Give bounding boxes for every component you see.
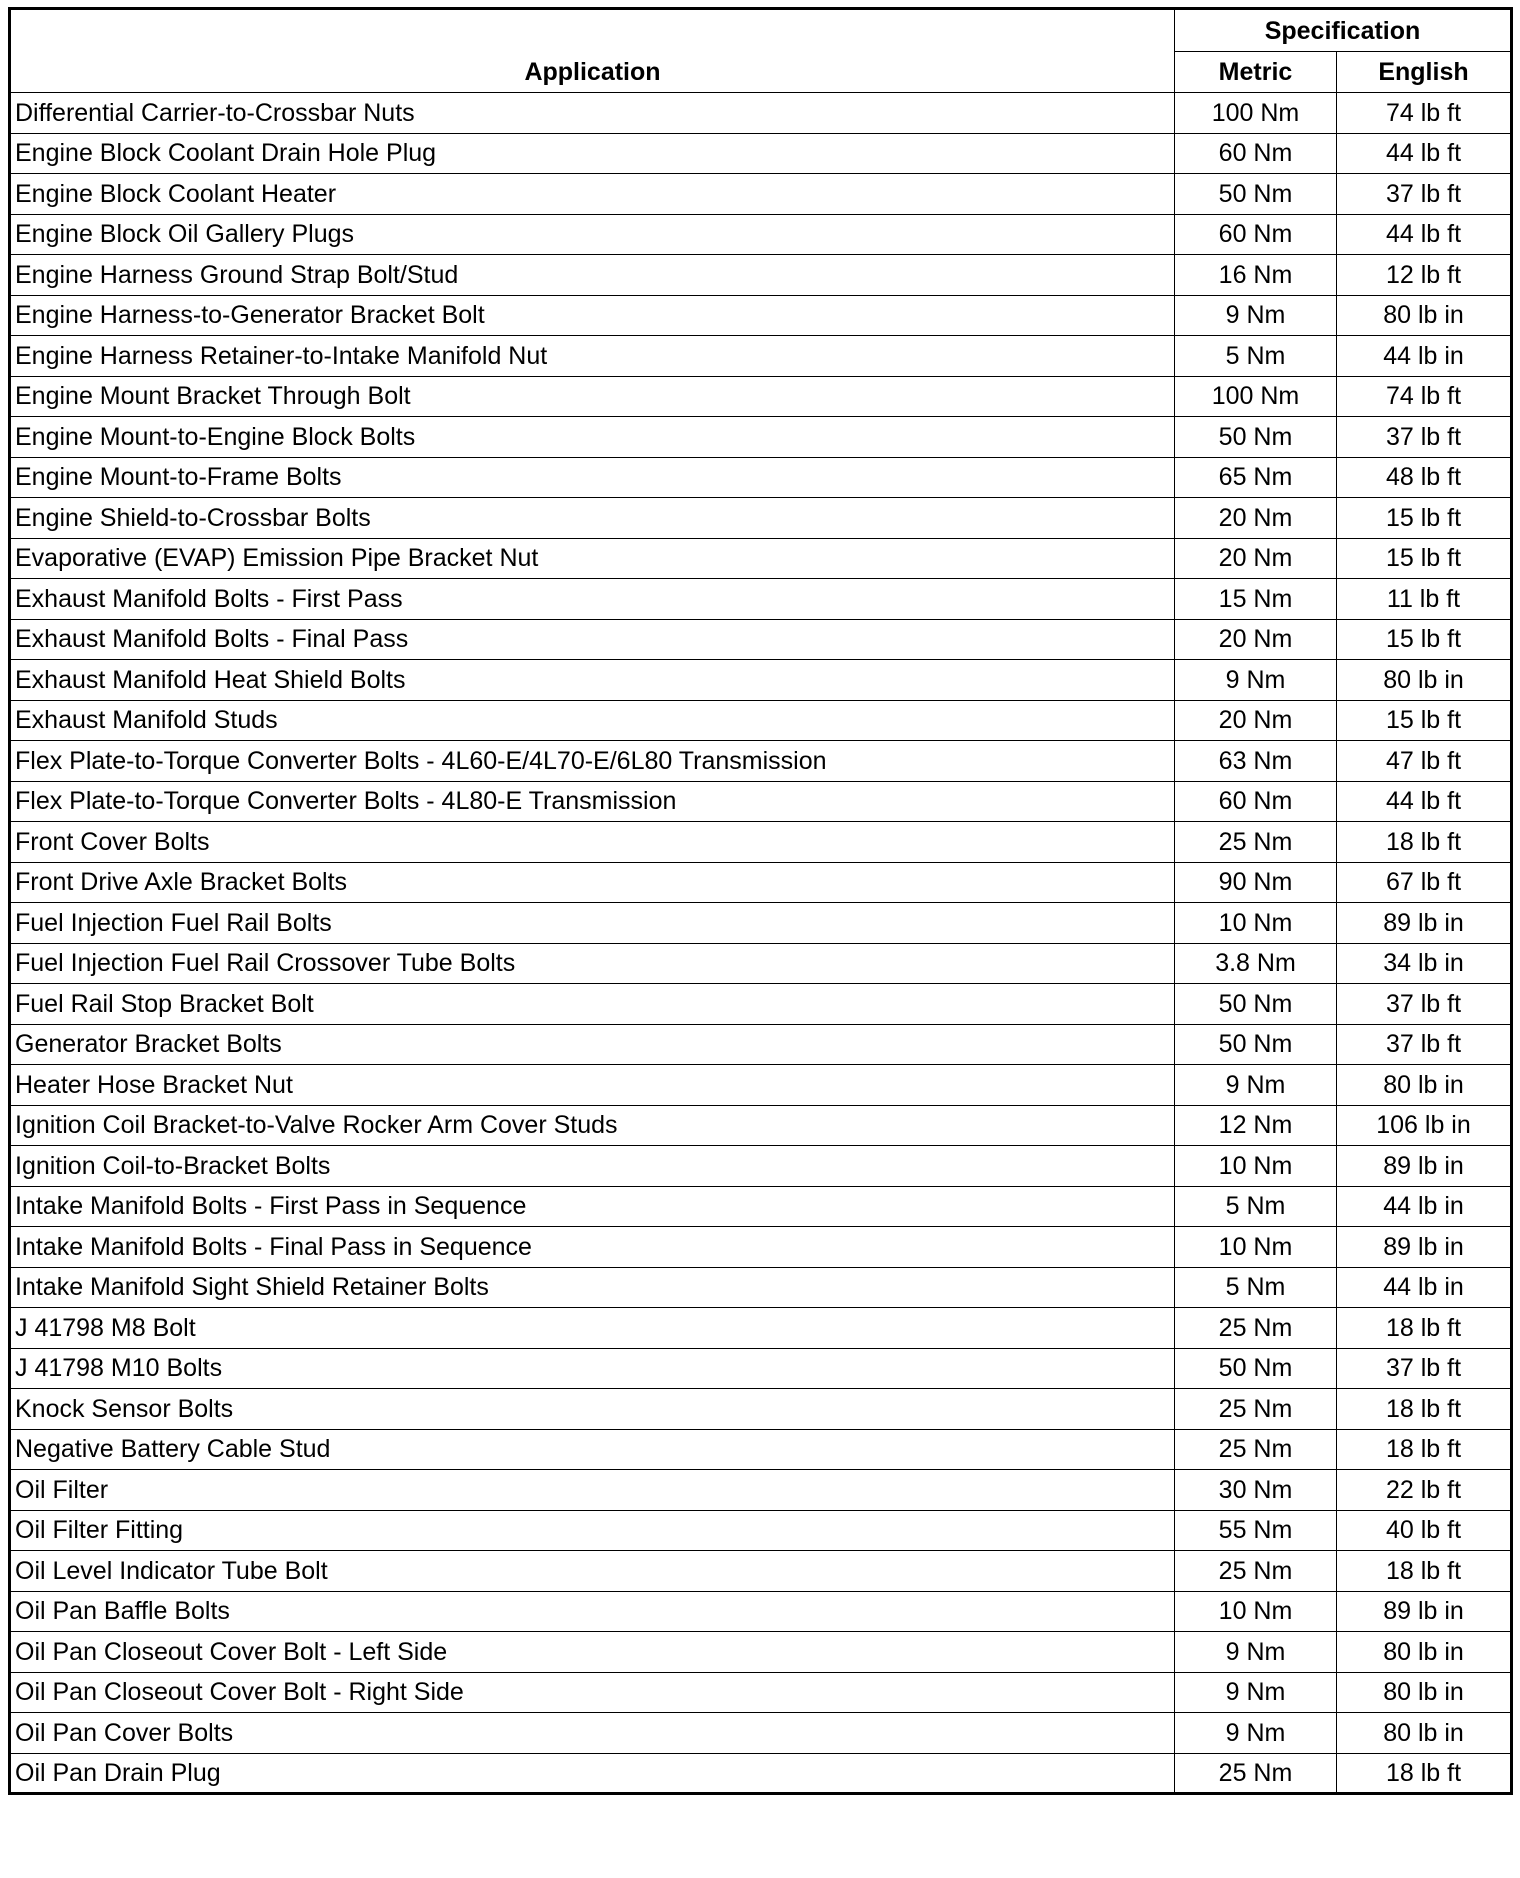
- english-value-cell: 74 lb ft: [1337, 93, 1512, 134]
- application-cell: Evaporative (EVAP) Emission Pipe Bracket Nut: [10, 538, 1175, 579]
- table-row: [10, 903, 1512, 944]
- table-row: [10, 619, 1512, 660]
- table-row: [10, 457, 1512, 498]
- table-row: [10, 93, 1512, 134]
- metric-column-header: Metric: [1175, 52, 1337, 93]
- table-row: [10, 133, 1512, 174]
- metric-value-cell: 50 Nm: [1175, 417, 1337, 458]
- table-row: [10, 1105, 1512, 1146]
- english-value-cell: 89 lb in: [1337, 1146, 1512, 1187]
- application-cell: Negative Battery Cable Stud: [10, 1429, 1175, 1470]
- table-row: [10, 1348, 1512, 1389]
- metric-value-cell: 10 Nm: [1175, 1146, 1337, 1187]
- table-row: [10, 1227, 1512, 1268]
- english-value-cell: 37 lb ft: [1337, 417, 1512, 458]
- english-value-cell: 18 lb ft: [1337, 1551, 1512, 1592]
- table-row: [10, 741, 1512, 782]
- application-cell: Exhaust Manifold Studs: [10, 700, 1175, 741]
- english-value-cell: 89 lb in: [1337, 1227, 1512, 1268]
- metric-value-cell: 20 Nm: [1175, 700, 1337, 741]
- specification-column-header: Specification: [1175, 9, 1512, 52]
- table-row: [10, 943, 1512, 984]
- metric-value-cell: 50 Nm: [1175, 174, 1337, 215]
- application-cell: Engine Mount-to-Engine Block Bolts: [10, 417, 1175, 458]
- metric-value-cell: 12 Nm: [1175, 1105, 1337, 1146]
- english-value-cell: 44 lb in: [1337, 336, 1512, 377]
- metric-value-cell: 5 Nm: [1175, 336, 1337, 377]
- table-row: [10, 1429, 1512, 1470]
- metric-value-cell: 20 Nm: [1175, 619, 1337, 660]
- application-cell: Intake Manifold Sight Shield Retainer Bolts: [10, 1267, 1175, 1308]
- application-cell: Flex Plate-to-Torque Converter Bolts - 4L80-E Transmission: [10, 781, 1175, 822]
- table-row: [10, 1267, 1512, 1308]
- application-cell: Intake Manifold Bolts - First Pass in Sequence: [10, 1186, 1175, 1227]
- table-row: [10, 538, 1512, 579]
- english-value-cell: 74 lb ft: [1337, 376, 1512, 417]
- table-row: [10, 1672, 1512, 1713]
- english-value-cell: 48 lb ft: [1337, 457, 1512, 498]
- metric-value-cell: 60 Nm: [1175, 133, 1337, 174]
- english-value-cell: 18 lb ft: [1337, 1389, 1512, 1430]
- metric-value-cell: 10 Nm: [1175, 1227, 1337, 1268]
- header-row-top: [10, 9, 1512, 52]
- table-row: [10, 1470, 1512, 1511]
- table-row: [10, 255, 1512, 296]
- application-cell: Exhaust Manifold Bolts - First Pass: [10, 579, 1175, 620]
- application-cell: Engine Mount Bracket Through Bolt: [10, 376, 1175, 417]
- metric-value-cell: 20 Nm: [1175, 538, 1337, 579]
- table-row: [10, 781, 1512, 822]
- metric-value-cell: 10 Nm: [1175, 903, 1337, 944]
- english-value-cell: 15 lb ft: [1337, 700, 1512, 741]
- metric-value-cell: 10 Nm: [1175, 1591, 1337, 1632]
- application-cell: Engine Shield-to-Crossbar Bolts: [10, 498, 1175, 539]
- english-value-cell: 44 lb ft: [1337, 133, 1512, 174]
- english-value-cell: 18 lb ft: [1337, 822, 1512, 863]
- table-row: [10, 822, 1512, 863]
- table-row: [10, 1510, 1512, 1551]
- application-cell: Oil Pan Drain Plug: [10, 1753, 1175, 1794]
- application-cell: Intake Manifold Bolts - Final Pass in Sequence: [10, 1227, 1175, 1268]
- english-value-cell: 40 lb ft: [1337, 1510, 1512, 1551]
- metric-value-cell: 60 Nm: [1175, 781, 1337, 822]
- application-cell: Exhaust Manifold Heat Shield Bolts: [10, 660, 1175, 701]
- english-value-cell: 37 lb ft: [1337, 984, 1512, 1025]
- application-cell: Flex Plate-to-Torque Converter Bolts - 4L60-E/4L70-E/6L80 Transmission: [10, 741, 1175, 782]
- english-value-cell: 15 lb ft: [1337, 538, 1512, 579]
- metric-value-cell: 100 Nm: [1175, 376, 1337, 417]
- table-row: [10, 1024, 1512, 1065]
- metric-value-cell: 25 Nm: [1175, 822, 1337, 863]
- table-row: [10, 1308, 1512, 1349]
- torque-spec-table: [8, 7, 1513, 1795]
- metric-value-cell: 30 Nm: [1175, 1470, 1337, 1511]
- english-value-cell: 37 lb ft: [1337, 1348, 1512, 1389]
- metric-value-cell: 9 Nm: [1175, 1713, 1337, 1754]
- table-row: [10, 862, 1512, 903]
- metric-value-cell: 25 Nm: [1175, 1429, 1337, 1470]
- application-cell: Oil Pan Cover Bolts: [10, 1713, 1175, 1754]
- english-value-cell: 34 lb in: [1337, 943, 1512, 984]
- metric-value-cell: 100 Nm: [1175, 93, 1337, 134]
- english-value-cell: 37 lb ft: [1337, 174, 1512, 215]
- application-cell: Heater Hose Bracket Nut: [10, 1065, 1175, 1106]
- metric-value-cell: 60 Nm: [1175, 214, 1337, 255]
- metric-value-cell: 25 Nm: [1175, 1753, 1337, 1794]
- metric-value-cell: 25 Nm: [1175, 1389, 1337, 1430]
- metric-value-cell: 9 Nm: [1175, 1065, 1337, 1106]
- table-row: [10, 1146, 1512, 1187]
- metric-value-cell: 5 Nm: [1175, 1186, 1337, 1227]
- metric-value-cell: 65 Nm: [1175, 457, 1337, 498]
- english-value-cell: 44 lb ft: [1337, 214, 1512, 255]
- table-row: [10, 700, 1512, 741]
- table-row: [10, 417, 1512, 458]
- metric-value-cell: 50 Nm: [1175, 984, 1337, 1025]
- table-row: [10, 1632, 1512, 1673]
- english-value-cell: 22 lb ft: [1337, 1470, 1512, 1511]
- english-value-cell: 11 lb ft: [1337, 579, 1512, 620]
- table-row: [10, 295, 1512, 336]
- metric-value-cell: 50 Nm: [1175, 1348, 1337, 1389]
- english-value-cell: 18 lb ft: [1337, 1429, 1512, 1470]
- english-value-cell: 44 lb ft: [1337, 781, 1512, 822]
- english-value-cell: 89 lb in: [1337, 903, 1512, 944]
- english-value-cell: 15 lb ft: [1337, 619, 1512, 660]
- application-cell: Oil Pan Closeout Cover Bolt - Left Side: [10, 1632, 1175, 1673]
- application-cell: Fuel Injection Fuel Rail Crossover Tube Bolts: [10, 943, 1175, 984]
- application-cell: Engine Harness Ground Strap Bolt/Stud: [10, 255, 1175, 296]
- english-value-cell: 67 lb ft: [1337, 862, 1512, 903]
- application-cell: Knock Sensor Bolts: [10, 1389, 1175, 1430]
- application-cell: Front Drive Axle Bracket Bolts: [10, 862, 1175, 903]
- table-row: [10, 498, 1512, 539]
- application-cell: Generator Bracket Bolts: [10, 1024, 1175, 1065]
- application-cell: Ignition Coil-to-Bracket Bolts: [10, 1146, 1175, 1187]
- table-header: [10, 9, 1512, 93]
- metric-value-cell: 5 Nm: [1175, 1267, 1337, 1308]
- application-cell: Differential Carrier-to-Crossbar Nuts: [10, 93, 1175, 134]
- english-value-cell: 18 lb ft: [1337, 1308, 1512, 1349]
- english-value-cell: 44 lb in: [1337, 1186, 1512, 1227]
- application-column-header: Application: [10, 9, 1175, 93]
- table-row: [10, 1389, 1512, 1430]
- english-value-cell: 80 lb in: [1337, 660, 1512, 701]
- application-cell: Engine Block Oil Gallery Plugs: [10, 214, 1175, 255]
- table-row: [10, 984, 1512, 1025]
- metric-value-cell: 9 Nm: [1175, 295, 1337, 336]
- metric-value-cell: 63 Nm: [1175, 741, 1337, 782]
- application-cell: J 41798 M10 Bolts: [10, 1348, 1175, 1389]
- table-row: [10, 1551, 1512, 1592]
- table-row: [10, 1713, 1512, 1754]
- table-row: [10, 579, 1512, 620]
- english-value-cell: 44 lb in: [1337, 1267, 1512, 1308]
- application-cell: Oil Pan Closeout Cover Bolt - Right Side: [10, 1672, 1175, 1713]
- application-cell: Engine Harness Retainer-to-Intake Manifold Nut: [10, 336, 1175, 377]
- english-column-header: English: [1337, 52, 1512, 93]
- english-value-cell: 15 lb ft: [1337, 498, 1512, 539]
- english-value-cell: 12 lb ft: [1337, 255, 1512, 296]
- metric-value-cell: 50 Nm: [1175, 1024, 1337, 1065]
- table-row: [10, 214, 1512, 255]
- table-row: [10, 376, 1512, 417]
- table-row: [10, 1753, 1512, 1794]
- english-value-cell: 80 lb in: [1337, 1632, 1512, 1673]
- application-cell: Ignition Coil Bracket-to-Valve Rocker Arm Cover Studs: [10, 1105, 1175, 1146]
- table-body: [10, 93, 1512, 1794]
- english-value-cell: 80 lb in: [1337, 1065, 1512, 1106]
- metric-value-cell: 20 Nm: [1175, 498, 1337, 539]
- application-cell: Exhaust Manifold Bolts - Final Pass: [10, 619, 1175, 660]
- english-value-cell: 80 lb in: [1337, 1713, 1512, 1754]
- metric-value-cell: 9 Nm: [1175, 660, 1337, 701]
- table-row: [10, 336, 1512, 377]
- metric-value-cell: 90 Nm: [1175, 862, 1337, 903]
- application-cell: Engine Block Coolant Heater: [10, 174, 1175, 215]
- metric-value-cell: 9 Nm: [1175, 1632, 1337, 1673]
- application-cell: Fuel Rail Stop Bracket Bolt: [10, 984, 1175, 1025]
- metric-value-cell: 25 Nm: [1175, 1308, 1337, 1349]
- application-cell: Engine Harness-to-Generator Bracket Bolt: [10, 295, 1175, 336]
- english-value-cell: 18 lb ft: [1337, 1753, 1512, 1794]
- table-row: [10, 1591, 1512, 1632]
- application-cell: Oil Pan Baffle Bolts: [10, 1591, 1175, 1632]
- application-cell: Oil Filter Fitting: [10, 1510, 1175, 1551]
- english-value-cell: 106 lb in: [1337, 1105, 1512, 1146]
- english-value-cell: 80 lb in: [1337, 1672, 1512, 1713]
- metric-value-cell: 15 Nm: [1175, 579, 1337, 620]
- table-row: [10, 660, 1512, 701]
- metric-value-cell: 25 Nm: [1175, 1551, 1337, 1592]
- application-cell: Engine Mount-to-Frame Bolts: [10, 457, 1175, 498]
- application-cell: Oil Filter: [10, 1470, 1175, 1511]
- application-cell: Front Cover Bolts: [10, 822, 1175, 863]
- application-cell: J 41798 M8 Bolt: [10, 1308, 1175, 1349]
- application-cell: Oil Level Indicator Tube Bolt: [10, 1551, 1175, 1592]
- english-value-cell: 37 lb ft: [1337, 1024, 1512, 1065]
- table-row: [10, 1065, 1512, 1106]
- english-value-cell: 80 lb in: [1337, 295, 1512, 336]
- metric-value-cell: 16 Nm: [1175, 255, 1337, 296]
- table-row: [10, 1186, 1512, 1227]
- metric-value-cell: 3.8 Nm: [1175, 943, 1337, 984]
- metric-value-cell: 55 Nm: [1175, 1510, 1337, 1551]
- english-value-cell: 89 lb in: [1337, 1591, 1512, 1632]
- metric-value-cell: 9 Nm: [1175, 1672, 1337, 1713]
- application-cell: Fuel Injection Fuel Rail Bolts: [10, 903, 1175, 944]
- table-row: [10, 174, 1512, 215]
- application-cell: Engine Block Coolant Drain Hole Plug: [10, 133, 1175, 174]
- english-value-cell: 47 lb ft: [1337, 741, 1512, 782]
